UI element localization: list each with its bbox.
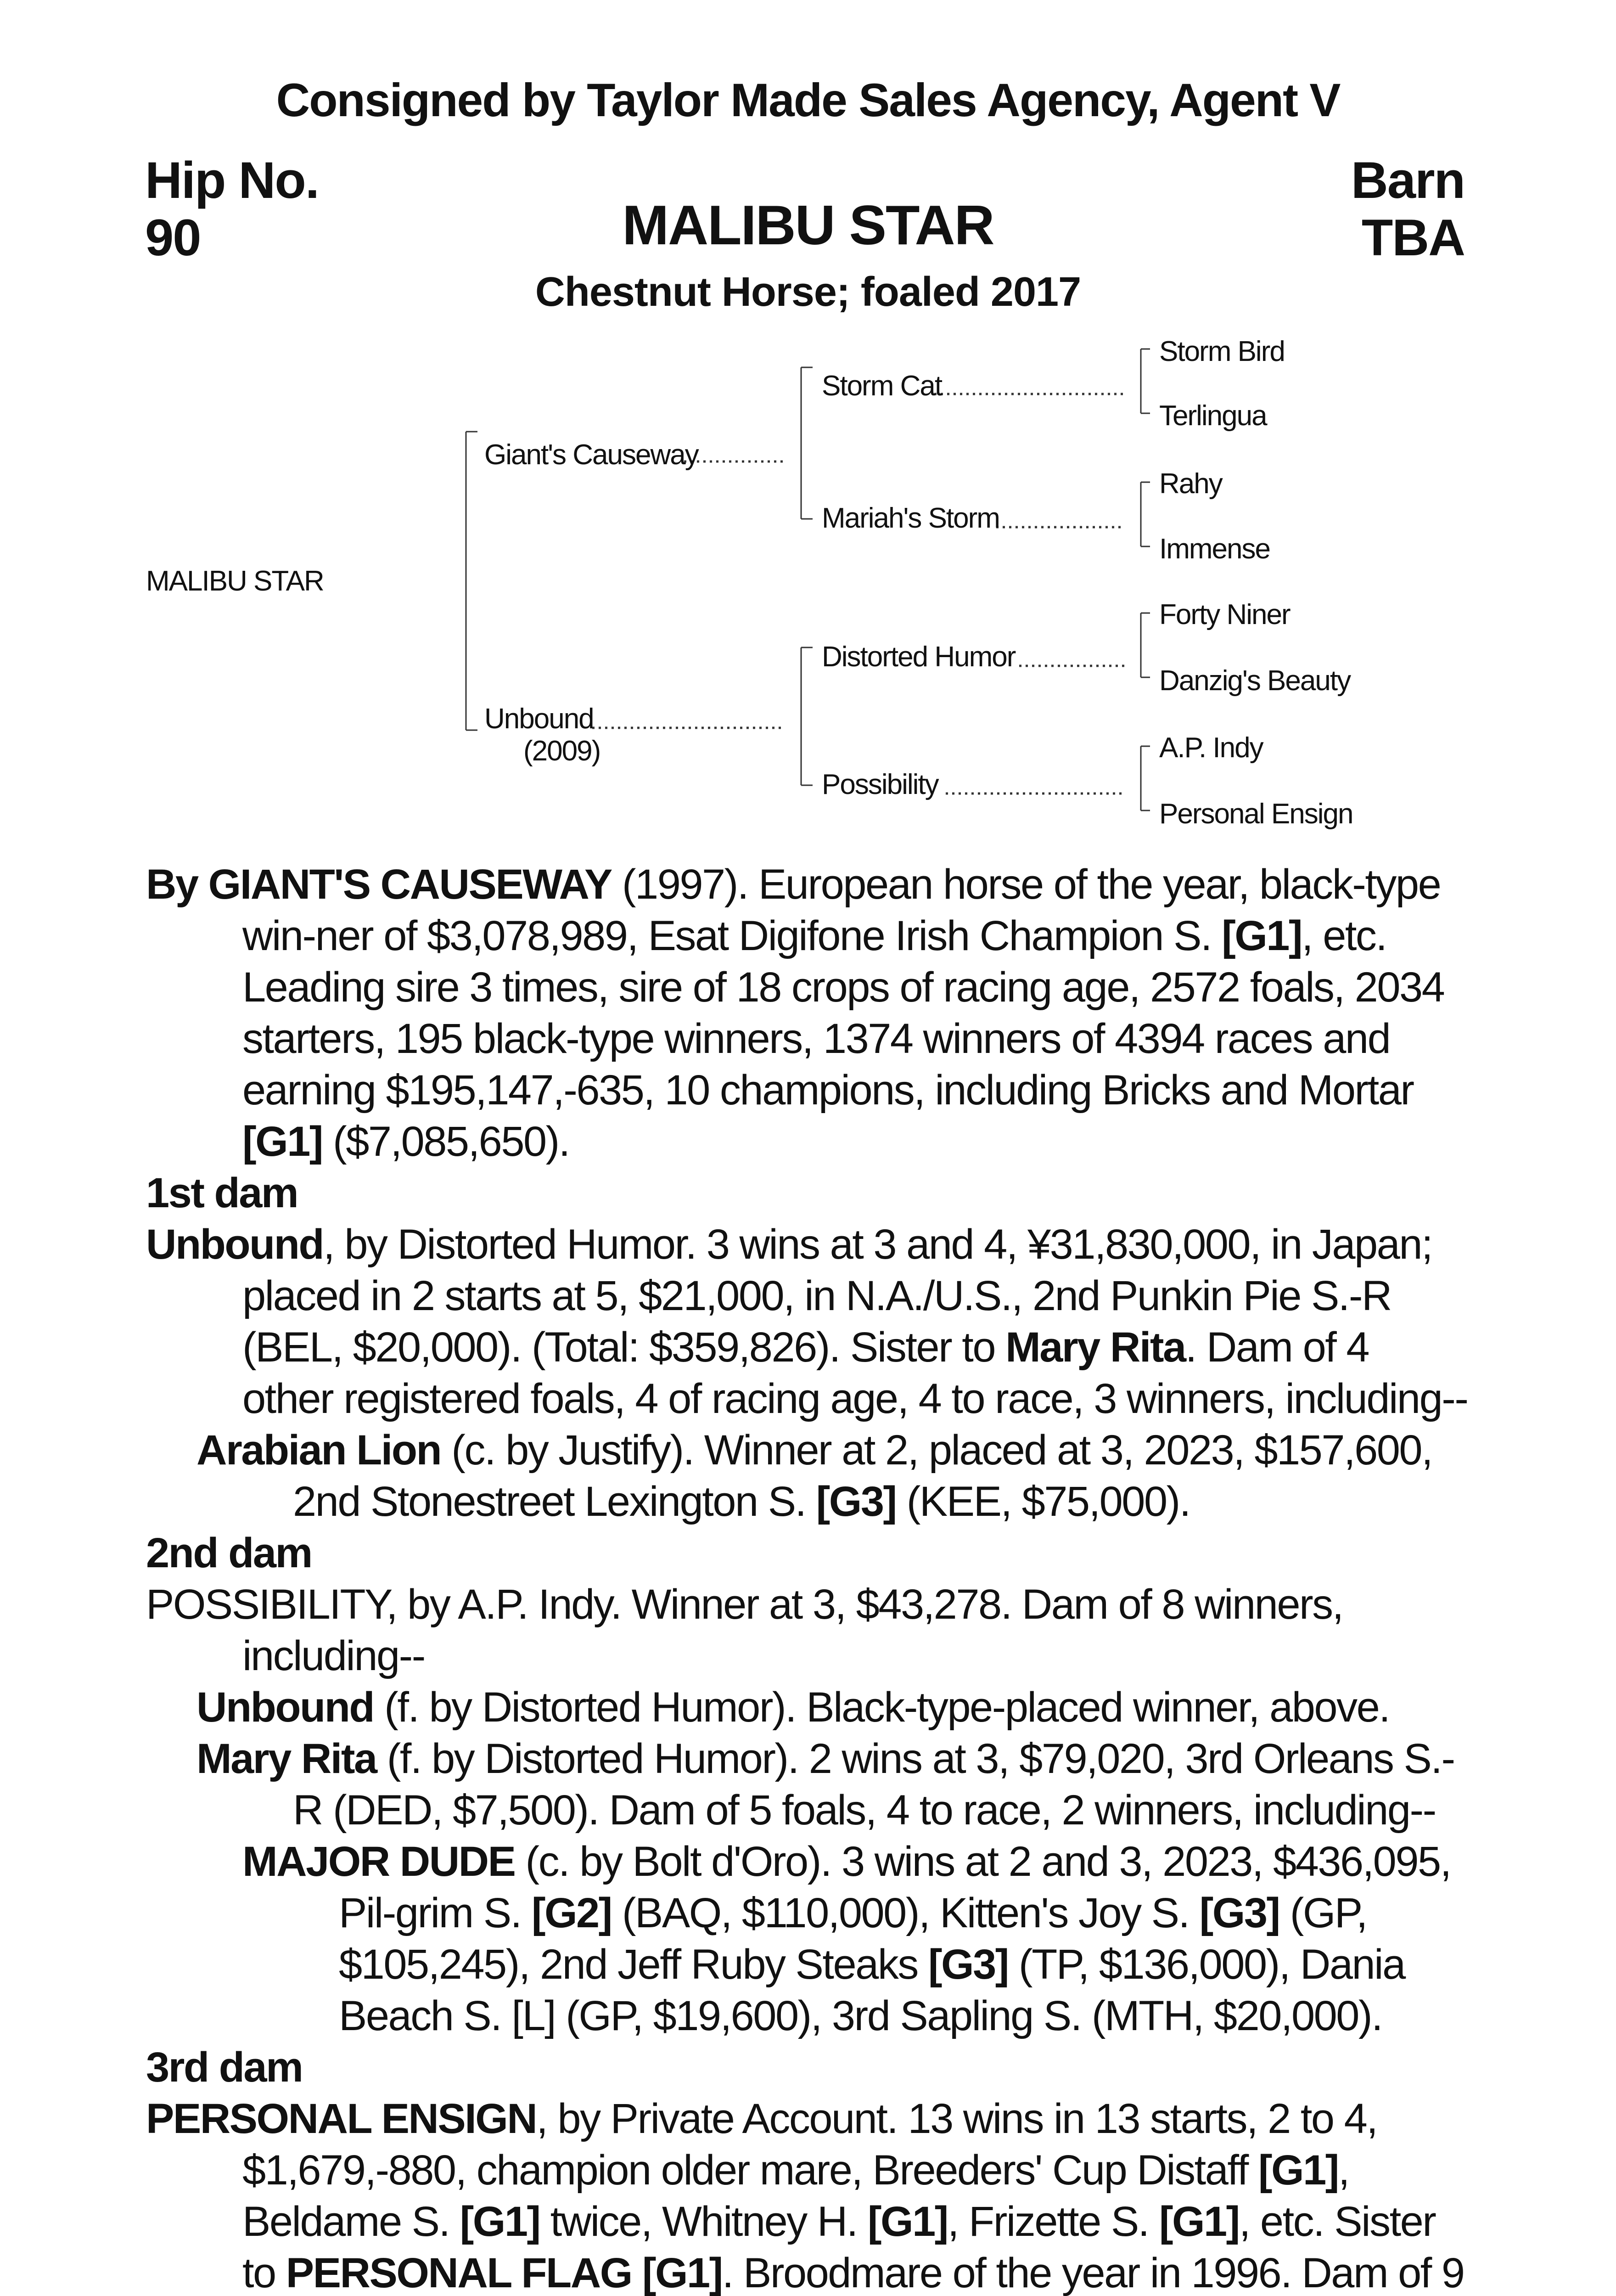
sire-paragraph: By GIANT'S CAUSEWAY (1997). European horse of the year, black-type win-ner of $3,078,989, Esat Digifone Irish Champion S. [G1], etc. Leading sire 3 times, sire of 18 crops of racing age, 2572 foals, 2034 starters, 195 black-type winners, 1374 winners of 4394 races and earning $195,147,-635, 10 champions, including Bricks and Mortar [G1] ($7,085,650).	[146, 861, 1444, 1165]
pedigree-ggen-4: Immense	[1159, 533, 1270, 565]
second-dam-mary-rita: Mary Rita (f. by Distorted Humor). 2 wins at 3, $79,020, 3rd Orleans S.-R (DED, $7,500). Dam of 5 foals, 4 to race, 2 winners, including--	[196, 1735, 1454, 1834]
hip-number: 90	[145, 209, 201, 266]
pedigree-dam: Unbound	[484, 703, 594, 735]
consignor-line: Consigned by Taylor Made Sales Agency, Agent V	[276, 74, 1340, 126]
second-dam-intro: POSSIBILITY, by A.P. Indy. Winner at 3, $43,278. Dam of 8 winners, including--	[146, 1581, 1343, 1679]
sire-name: By GIANT'S CAUSEWAY	[146, 861, 612, 908]
pedigree-dam-dam: Possibility	[822, 769, 938, 800]
first-dam-produce: Arabian Lion (c. by Justify). Winner at 2, placed at 3, 2023, $157,600, 2nd Stonestreet Lexington S. [G3] (KEE, $75,000).	[196, 1427, 1432, 1525]
pedigree-dam-sire: Distorted Humor	[822, 641, 1016, 673]
pedigree-ggen-1: Storm Bird	[1159, 336, 1285, 367]
pedigree-ggen-5: Forty Niner	[1159, 599, 1290, 630]
hip-label: Hip No.	[145, 152, 319, 209]
pedigree-sire-sire: Storm Cat	[822, 370, 942, 402]
pedigree-lines	[0, 0, 1616, 850]
pedigree-ggen-2: Terlingua	[1159, 400, 1267, 432]
pedigree-ggen-6: Danzig's Beauty	[1159, 665, 1351, 697]
pedigree-sire-dam: Mariah's Storm	[822, 502, 999, 534]
pedigree-dam-year: (2009)	[523, 735, 600, 767]
pedigree-subject: MALIBU STAR	[146, 565, 324, 597]
horse-name: MALIBU STAR	[622, 194, 994, 256]
pedigree-ggen-3: Rahy	[1159, 468, 1222, 500]
catalog-body	[146, 859, 1468, 2296]
second-dam-unbound: Unbound (f. by Distorted Humor). Black-type-placed winner, above.	[196, 1684, 1390, 1731]
second-dam-heading: 2nd dam	[146, 1530, 312, 1576]
horse-description: Chestnut Horse; foaled 2017	[535, 269, 1081, 315]
first-dam-paragraph: Unbound, by Distorted Humor. 3 wins at 3 and 4, ¥31,830,000, in Japan; placed in 2 starts at 5, $21,000, in N.A./U.S., 2nd Punkin Pie S.-R (BEL, $20,000). (Total: $359,826). Sister to Mary Rita. Dam of 4 other registered foals, 4 of racing age, 4 to race, 3 winners, including--	[146, 1221, 1468, 1422]
second-dam-major-dude: MAJOR DUDE (c. by Bolt d'Oro). 3 wins at 2 and 3, 2023, $436,095, Pil-grim S. [G2] (BAQ, $110,000), Kitten's Joy S. [G3] (GP, $105,245), 2nd Jeff Ruby Steaks [G3] (TP, $136,000), Dania Beach S. [L] (GP, $19,600), 3rd Sapling S. (MTH, $20,000).	[242, 1838, 1451, 2039]
pedigree-ggen-8: Personal Ensign	[1159, 798, 1353, 830]
pedigree-ggen-7: A.P. Indy	[1159, 732, 1263, 764]
barn-label: Barn	[1351, 152, 1464, 209]
third-dam-heading: 3rd dam	[146, 2044, 303, 2091]
third-dam-paragraph: PERSONAL ENSIGN, by Private Account. 13 wins in 13 starts, 2 to 4, $1,679,-880, champion older mare, Breeders' Cup Distaff [G1], Beldame S. [G1] twice, Whitney H. [G1], Frizette S. [G1], etc. Sister to PERSONAL FLAG [G1]. Broodmare of the year in 1996. Dam of 9	[146, 2095, 1464, 2296]
pedigree-sire: Giant's Causeway	[484, 439, 698, 471]
barn-value: TBA	[1361, 209, 1464, 266]
first-dam-heading: 1st dam	[146, 1170, 298, 1216]
